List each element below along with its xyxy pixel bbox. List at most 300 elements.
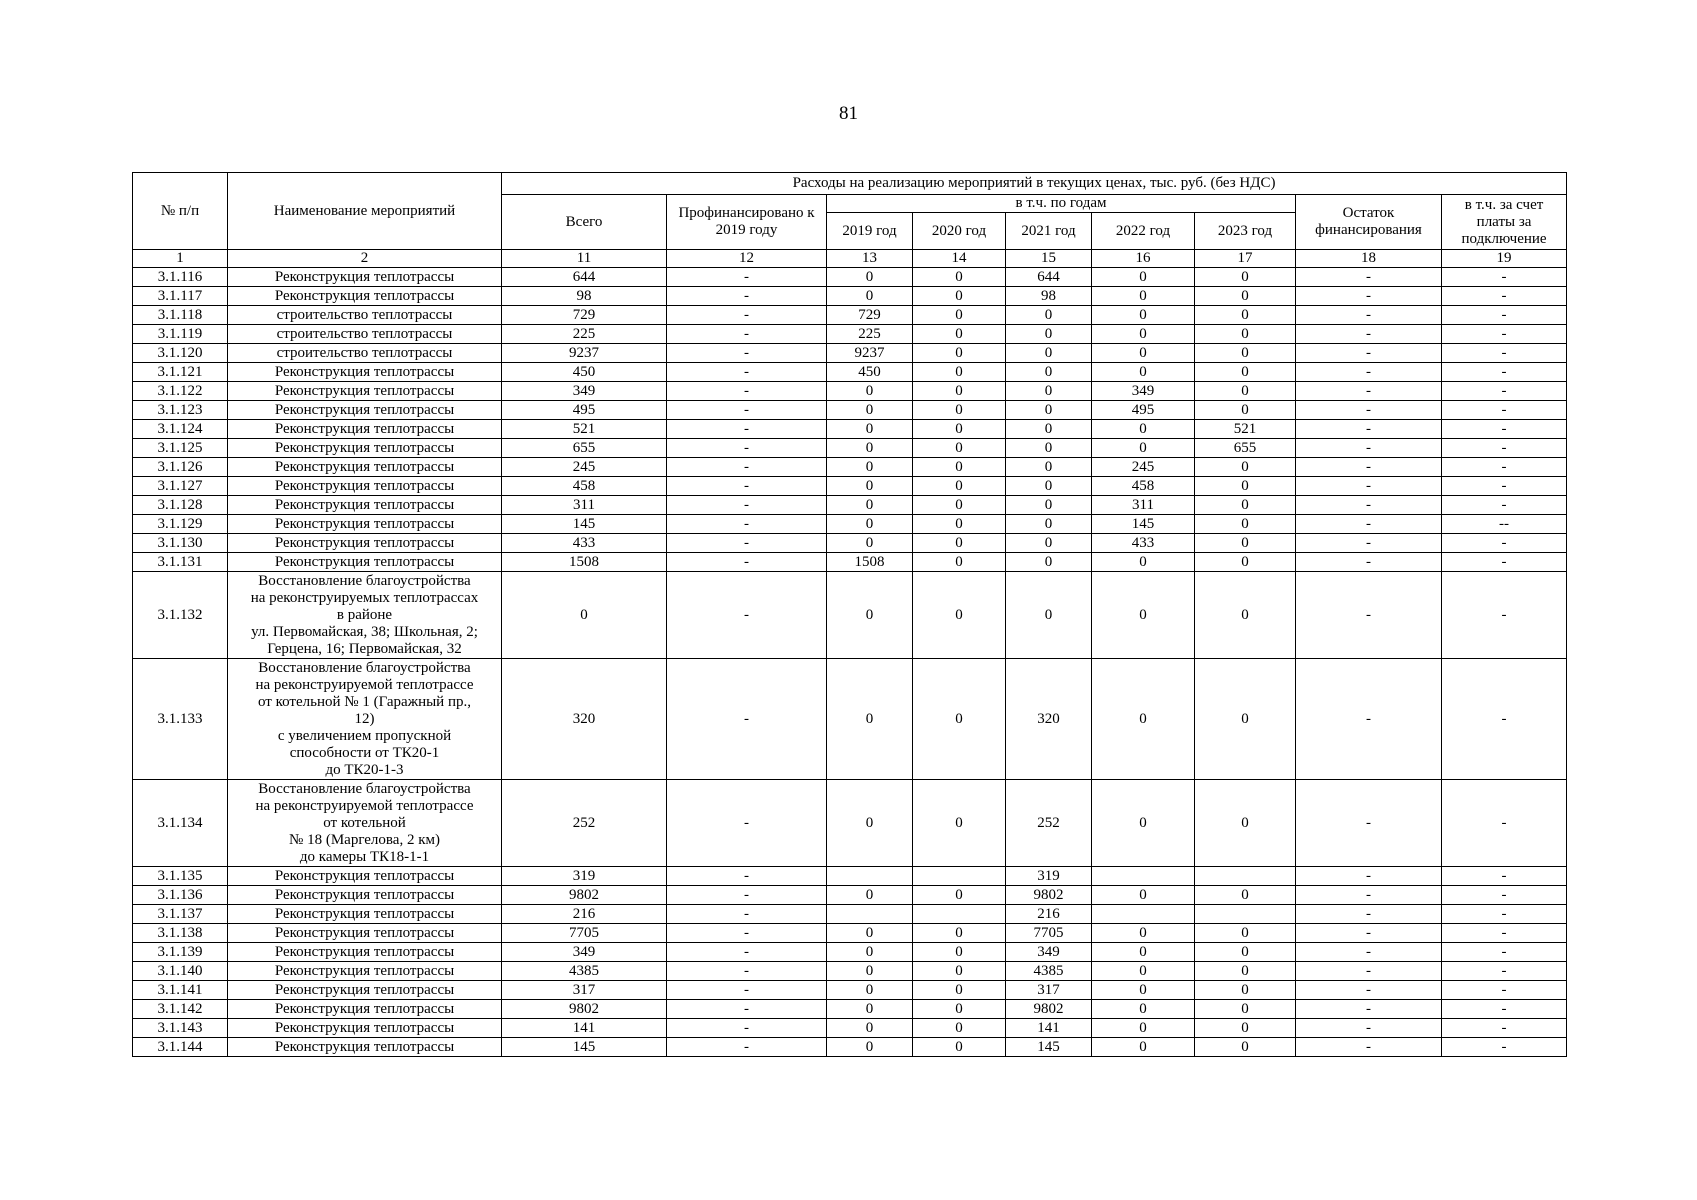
value-cell: 0 [913,287,1006,306]
measure-name-cell: Реконструкция теплотрассы [228,886,502,905]
header-expenses-group: Расходы на реализацию мероприятий в текущих ценах, тыс. руб. (без НДС) [502,173,1567,195]
value-cell: 0 [913,344,1006,363]
value-cell: 0 [1195,981,1296,1000]
value-cell: 0 [1195,1038,1296,1057]
value-cell: 0 [913,420,1006,439]
header-num: № п/п [133,173,228,250]
value-cell: - [1296,439,1442,458]
measure-name-cell: Реконструкция теплотрассы [228,1038,502,1057]
row-number-cell: 3.1.137 [133,905,228,924]
value-cell: - [1296,287,1442,306]
row-number-cell: 3.1.129 [133,515,228,534]
value-cell: 0 [1195,962,1296,981]
value-cell: 0 [1006,363,1092,382]
value-cell: 0 [1006,344,1092,363]
value-cell: - [1442,1038,1567,1057]
table-row [133,780,1567,867]
value-cell: - [1442,439,1567,458]
value-cell: - [1296,534,1442,553]
value-cell: - [1442,363,1567,382]
value-cell: 0 [1092,363,1195,382]
value-cell: 0 [1006,458,1092,477]
table-row [133,496,1567,515]
value-cell: 0 [1006,477,1092,496]
measure-name-cell: Реконструкция теплотрассы [228,458,502,477]
measure-name-cell: Реконструкция теплотрассы [228,534,502,553]
table-body [133,268,1567,1057]
value-cell: 0 [1195,1019,1296,1038]
value-cell: - [667,962,827,981]
table-row [133,477,1567,496]
value-cell: - [1442,306,1567,325]
value-cell: 0 [913,496,1006,515]
value-cell: - [1442,1019,1567,1038]
measure-name-cell: Восстановление благоустройства на реконструируемых теплотрассах в районе ул. Первомайская, 38; Школьная, 2; Герцена, 16; Первомайская, 32 [228,572,502,659]
value-cell: - [1296,905,1442,924]
measure-name-cell: Реконструкция теплотрассы [228,287,502,306]
value-cell: - [1442,905,1567,924]
header-total: Всего [502,195,667,250]
value-cell: 495 [502,401,667,420]
value-cell: - [1442,867,1567,886]
value-cell: 0 [827,439,913,458]
value-cell: - [1296,420,1442,439]
value-cell: 0 [1092,306,1195,325]
value-cell: - [1296,1038,1442,1057]
value-cell: 0 [827,382,913,401]
header-remaining: Остаток финансирования [1296,195,1442,250]
value-cell: - [1296,943,1442,962]
column-number-cell: 12 [667,250,827,268]
value-cell: - [1296,553,1442,572]
value-cell: 0 [1092,344,1195,363]
measure-name-cell: Реконструкция теплотрассы [228,867,502,886]
row-number-cell: 3.1.126 [133,458,228,477]
value-cell: 0 [913,1019,1006,1038]
value-cell: 0 [827,886,913,905]
value-cell: 7705 [502,924,667,943]
value-cell: - [667,420,827,439]
value-cell: 4385 [1006,962,1092,981]
row-number-cell: 3.1.139 [133,943,228,962]
value-cell: 0 [913,401,1006,420]
value-cell: - [667,287,827,306]
value-cell: 0 [913,1000,1006,1019]
value-cell: 0 [827,420,913,439]
row-number-cell: 3.1.130 [133,534,228,553]
value-cell: 0 [827,981,913,1000]
value-cell: - [667,382,827,401]
table-row [133,553,1567,572]
value-cell: 0 [1092,420,1195,439]
value-cell: 0 [827,1019,913,1038]
value-cell [1195,905,1296,924]
header-financed: Профинансировано к 2019 году [667,195,827,250]
value-cell: 0 [1092,943,1195,962]
table-row [133,268,1567,287]
value-cell: 0 [1195,572,1296,659]
header-year: 2021 год [1006,213,1092,250]
measure-name-cell: строительство теплотрассы [228,344,502,363]
value-cell: - [1442,287,1567,306]
header-year: 2020 год [913,213,1006,250]
value-cell: 0 [1195,344,1296,363]
value-cell: 252 [502,780,667,867]
value-cell: 145 [1006,1038,1092,1057]
value-cell: - [1296,780,1442,867]
value-cell: 141 [1006,1019,1092,1038]
value-cell: - [1442,477,1567,496]
value-cell: 0 [1006,306,1092,325]
value-cell: - [667,1019,827,1038]
value-cell: - [667,306,827,325]
column-number-cell: 13 [827,250,913,268]
value-cell: - [667,572,827,659]
value-cell: 252 [1006,780,1092,867]
value-cell: 0 [1195,659,1296,780]
value-cell: 0 [1006,401,1092,420]
header-year: 2022 год [1092,213,1195,250]
value-cell: 0 [1195,325,1296,344]
value-cell: - [667,325,827,344]
value-cell: - [1442,268,1567,287]
value-cell: 0 [827,943,913,962]
row-number-cell: 3.1.143 [133,1019,228,1038]
row-number-cell: 3.1.138 [133,924,228,943]
value-cell: - [667,344,827,363]
row-number-cell: 3.1.120 [133,344,228,363]
value-cell: 225 [827,325,913,344]
value-cell: 0 [1092,439,1195,458]
value-cell: - [667,477,827,496]
value-cell: 98 [502,287,667,306]
value-cell: 0 [913,268,1006,287]
page-number: 81 [839,103,858,124]
value-cell: 0 [1195,458,1296,477]
value-cell: 0 [1195,287,1296,306]
value-cell: 644 [502,268,667,287]
measure-name-cell: Реконструкция теплотрассы [228,962,502,981]
value-cell: 0 [1195,534,1296,553]
value-cell: 0 [1092,981,1195,1000]
value-cell: - [1442,981,1567,1000]
value-cell: - [1296,1000,1442,1019]
value-cell: 0 [1195,477,1296,496]
value-cell: 98 [1006,287,1092,306]
value-cell: 317 [1006,981,1092,1000]
table-row [133,981,1567,1000]
value-cell: 0 [913,382,1006,401]
table-row [133,515,1567,534]
value-cell: 0 [1195,401,1296,420]
row-number-cell: 3.1.135 [133,867,228,886]
table-row [133,344,1567,363]
value-cell: 0 [827,287,913,306]
value-cell: - [667,553,827,572]
value-cell: 0 [827,268,913,287]
measure-name-cell: Реконструкция теплотрассы [228,439,502,458]
value-cell: 0 [1006,534,1092,553]
value-cell: 0 [1195,780,1296,867]
value-cell [1092,905,1195,924]
value-cell: 0 [913,572,1006,659]
value-cell: 311 [1092,496,1195,515]
value-cell: - [1442,659,1567,780]
value-cell: - [1442,780,1567,867]
table-row [133,572,1567,659]
value-cell: - [667,496,827,515]
value-cell: - [667,515,827,534]
value-cell: 0 [1092,659,1195,780]
value-cell: 0 [913,534,1006,553]
value-cell: - [1296,867,1442,886]
value-cell: 320 [1006,659,1092,780]
value-cell: 319 [1006,867,1092,886]
measure-name-cell: строительство теплотрассы [228,325,502,344]
value-cell: - [667,401,827,420]
value-cell: - [1442,401,1567,420]
value-cell: 320 [502,659,667,780]
row-number-cell: 3.1.125 [133,439,228,458]
value-cell: - [1296,981,1442,1000]
value-cell: 0 [1092,1038,1195,1057]
value-cell: 0 [913,924,1006,943]
value-cell: 0 [913,477,1006,496]
value-cell: - [667,943,827,962]
value-cell: 644 [1006,268,1092,287]
value-cell: - [667,363,827,382]
value-cell: - [1296,306,1442,325]
value-cell: 0 [913,515,1006,534]
row-number-cell: 3.1.141 [133,981,228,1000]
column-number-cell: 2 [228,250,502,268]
value-cell: 0 [913,1038,1006,1057]
row-number-cell: 3.1.124 [133,420,228,439]
value-cell: 0 [1006,572,1092,659]
value-cell: 0 [827,401,913,420]
row-number-cell: 3.1.142 [133,1000,228,1019]
measure-name-cell: Реконструкция теплотрассы [228,943,502,962]
value-cell: 1508 [502,553,667,572]
measure-name-cell: Реконструкция теплотрассы [228,1019,502,1038]
value-cell: - [1296,477,1442,496]
value-cell: 0 [1195,553,1296,572]
value-cell: 458 [1092,477,1195,496]
measure-name-cell: Реконструкция теплотрассы [228,981,502,1000]
column-number-cell: 17 [1195,250,1296,268]
table-row [133,439,1567,458]
value-cell: 0 [827,477,913,496]
value-cell: 9237 [502,344,667,363]
table-row [133,867,1567,886]
table-row [133,659,1567,780]
value-cell: - [1296,401,1442,420]
value-cell: - [1442,534,1567,553]
value-cell: - [1296,924,1442,943]
row-number-cell: 3.1.116 [133,268,228,287]
table-row [133,1000,1567,1019]
value-cell: - [667,924,827,943]
value-cell: - [1442,344,1567,363]
value-cell: - [667,1038,827,1057]
row-number-cell: 3.1.144 [133,1038,228,1057]
row-number-cell: 3.1.140 [133,962,228,981]
value-cell: 0 [1195,306,1296,325]
value-cell: - [1442,924,1567,943]
value-cell: 729 [827,306,913,325]
column-number-cell: 18 [1296,250,1442,268]
value-cell: 0 [1092,962,1195,981]
table-row [133,962,1567,981]
value-cell: 0 [1195,363,1296,382]
value-cell: - [667,867,827,886]
column-number-cell: 14 [913,250,1006,268]
value-cell: 0 [913,306,1006,325]
table-row [133,1019,1567,1038]
table-row [133,287,1567,306]
measure-name-cell: Реконструкция теплотрассы [228,477,502,496]
measure-name-cell: Восстановление благоустройства на реконструируемой теплотрассе от котельной № 18 (Маргелова, 2 км) до камеры ТК18-1-1 [228,780,502,867]
value-cell: - [1296,325,1442,344]
measure-name-cell: Реконструкция теплотрассы [228,905,502,924]
value-cell: - [1296,1019,1442,1038]
measure-name-cell: Реконструкция теплотрассы [228,553,502,572]
value-cell: 0 [913,659,1006,780]
value-cell: - [1442,962,1567,981]
value-cell: 0 [913,962,1006,981]
row-number-cell: 3.1.122 [133,382,228,401]
value-cell: 0 [1092,572,1195,659]
value-cell: 0 [1006,515,1092,534]
measure-name-cell: Реконструкция теплотрассы [228,420,502,439]
value-cell: 0 [913,458,1006,477]
value-cell: - [1442,325,1567,344]
value-cell: - [1296,344,1442,363]
table-row [133,420,1567,439]
value-cell: 0 [1006,439,1092,458]
value-cell: 0 [827,780,913,867]
value-cell: 0 [1006,553,1092,572]
row-number-cell: 3.1.123 [133,401,228,420]
value-cell: 349 [502,382,667,401]
column-number-cell: 19 [1442,250,1567,268]
row-number-cell: 3.1.131 [133,553,228,572]
header-year: 2019 год [827,213,913,250]
value-cell: 216 [502,905,667,924]
row-number-cell: 3.1.133 [133,659,228,780]
value-cell: 245 [1092,458,1195,477]
value-cell: 729 [502,306,667,325]
measure-name-cell: Реконструкция теплотрассы [228,496,502,515]
value-cell: - [667,659,827,780]
value-cell: 145 [1092,515,1195,534]
row-number-cell: 3.1.117 [133,287,228,306]
value-cell: 655 [1195,439,1296,458]
table-row [133,886,1567,905]
value-cell: 0 [1006,325,1092,344]
measure-name-cell: строительство теплотрассы [228,306,502,325]
value-cell: 0 [827,962,913,981]
value-cell: 0 [1092,287,1195,306]
value-cell: - [1296,363,1442,382]
value-cell: 145 [502,1038,667,1057]
value-cell: 0 [827,924,913,943]
value-cell: - [1296,572,1442,659]
table-row [133,458,1567,477]
value-cell: 216 [1006,905,1092,924]
table-row [133,363,1567,382]
value-cell: - [1296,496,1442,515]
table-row [133,306,1567,325]
value-cell: 0 [913,886,1006,905]
column-number-cell: 1 [133,250,228,268]
value-cell: - [667,268,827,287]
value-cell: - [667,1000,827,1019]
value-cell [913,867,1006,886]
value-cell: 4385 [502,962,667,981]
value-cell: 433 [502,534,667,553]
value-cell: 311 [502,496,667,515]
value-cell: 0 [827,1038,913,1057]
measure-name-cell: Реконструкция теплотрассы [228,401,502,420]
expenses-table [132,172,1567,1057]
value-cell: 349 [1092,382,1195,401]
value-cell: -- [1442,515,1567,534]
value-cell: 0 [1195,382,1296,401]
value-cell: 0 [827,659,913,780]
table-row [133,325,1567,344]
value-cell: - [1442,458,1567,477]
value-cell: 0 [1006,420,1092,439]
value-cell: 0 [1092,1019,1195,1038]
value-cell: 0 [1006,496,1092,515]
measure-name-cell: Реконструкция теплотрассы [228,515,502,534]
measure-name-cell: Реконструкция теплотрассы [228,382,502,401]
header-name: Наименование мероприятий [228,173,502,250]
row-number-cell: 3.1.127 [133,477,228,496]
value-cell: 0 [827,515,913,534]
header-by-years: в т.ч. по годам [827,195,1296,213]
table-row [133,401,1567,420]
value-cell: 349 [502,943,667,962]
value-cell [1092,867,1195,886]
value-cell: 0 [1195,1000,1296,1019]
value-cell: - [667,981,827,1000]
header-year: 2023 год [1195,213,1296,250]
value-cell: 0 [913,981,1006,1000]
measure-name-cell: Реконструкция теплотрассы [228,1000,502,1019]
value-cell: 0 [502,572,667,659]
value-cell: 0 [1092,780,1195,867]
value-cell: - [667,886,827,905]
value-cell [827,905,913,924]
value-cell: 141 [502,1019,667,1038]
column-number-row [133,250,1567,268]
value-cell: - [667,780,827,867]
value-cell: 9802 [502,886,667,905]
value-cell: 0 [827,496,913,515]
value-cell: 450 [827,363,913,382]
value-cell: 0 [1195,515,1296,534]
value-cell: 0 [913,439,1006,458]
column-number-cell: 11 [502,250,667,268]
value-cell: 0 [1092,886,1195,905]
table-row [133,1038,1567,1057]
value-cell: - [1442,886,1567,905]
value-cell: - [667,458,827,477]
value-cell: 225 [502,325,667,344]
table-row [133,924,1567,943]
